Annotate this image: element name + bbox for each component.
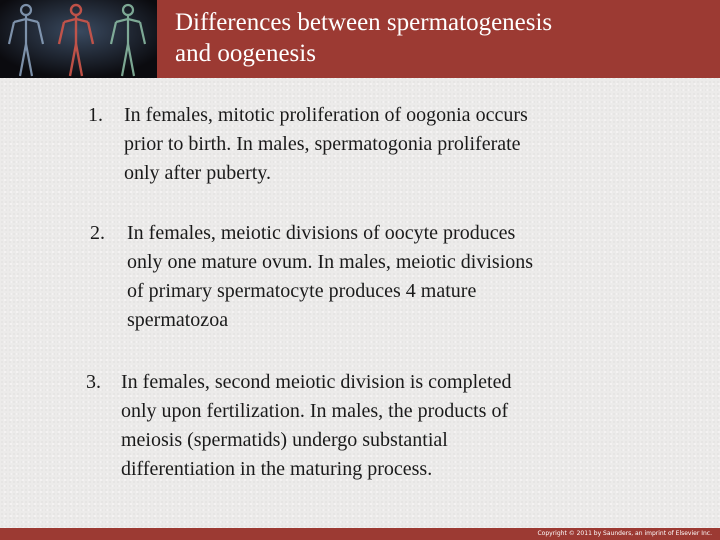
item-text-line: only after puberty. [124,162,271,184]
human-body-figures-icon [0,0,157,78]
footer-bar [0,528,720,540]
item-text-line: In females, second meiotic division is completed [121,371,512,393]
item-text-line: prior to birth. In males, spermatogonia proliferate [124,133,521,155]
item-text-line: spermatozoa [127,309,229,331]
item-text [121,368,641,484]
item-text-line: differentiation in the maturing process. [121,458,433,480]
copyright-notice: Copyright © 2011 by Saunders, an imprint of Elsevier Inc. [537,530,712,537]
item-number: 3. [86,371,101,393]
item-number: 1. [88,104,103,126]
title-bar [0,0,720,78]
item-text-line: In females, mitotic proliferation of oogonia occurs [124,104,528,126]
title-line-2: and oogenesis [175,40,316,67]
slide-title [175,7,552,69]
anatomy-figures-image [0,0,157,78]
title-line-1: Differences between spermatogenesis [175,9,553,36]
item-text-line: meiosis (spermatids) undergo substantial [121,429,448,451]
item-text-line: only one mature ovum. In males, meiotic divisions [127,251,534,273]
item-text [127,219,647,335]
item-number: 2. [90,222,105,244]
item-text-line: In females, meiotic divisions of oocyte produces [127,222,516,244]
item-text-line: of primary spermatocyte produces 4 mature [127,280,477,302]
item-text [124,101,644,188]
item-text-line: only upon fertilization. In males, the products of [121,400,509,422]
